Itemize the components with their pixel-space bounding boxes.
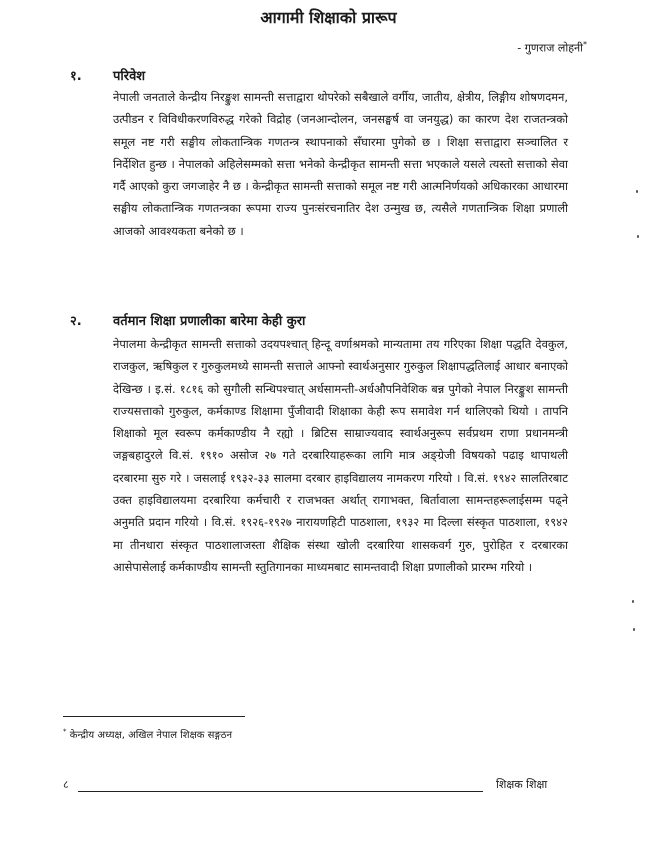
section-2-number: २. — [70, 314, 82, 329]
running-title: शिक्षक शिक्षा — [496, 778, 548, 791]
section-1-paragraph: नेपाली जनताले केन्द्रीय निरङ्कुश सामन्ती सत्ताद्वारा थोपरेको सबैखाले वर्गीय, जातीय, क्षेत्रीय, लिङ्गीय शोषणदमन, उत्पीडन र विविधीकरणविरुद्ध गरेको विद्रोह (जनआन्दोलन, जनसङ्घर्ष वा जनयुद्ध) का कारण देश राजतन्त्रको समूल नष्ट गरी सङ्घीय लोकतान्त्रिक गणतन्त्र स्थापनाको सँघारमा पुगेको छ । शिक्षा सत्ताद्वारा सञ्चालित र निर्देशित हुन्छ । नेपालको अहिलेसम्मको सत्ता भनेको केन्द्रीकृत सामन्ती सत्ता भएकाले यसले त्यस्तो सत्ताको सेवा गर्दै आएको कुरा जगजाहेर नै छ । केन्द्रीकृत सामन्ती सत्ताको समूल नष्ट गरी आत्मनिर्णयको अधिकारका आधारमा सङ्घीय लोकतान्त्रिक गणतन्त्रका रूपमा राज्य पुनःसंरचनातिर देश उन्मुख छ, त्यसैले गणतान्त्रिक शिक्षा प्रणाली आजको आवश्यकता बनेको छ । — [113, 90, 568, 238]
section-1-number: १. — [70, 69, 82, 84]
section-1-heading: परिवेश — [113, 69, 146, 84]
page-number: ८ — [63, 778, 69, 791]
article-title: आगामी शिक्षाको प्रारूप — [260, 8, 397, 27]
footer-rule — [78, 791, 483, 792]
footnote-separator — [63, 716, 245, 717]
scan-speck — [632, 600, 634, 603]
section-2-heading: वर्तमान शिक्षा प्रणालीका बारेमा केही कुरा — [113, 314, 306, 329]
scan-speck — [633, 628, 635, 631]
author-name: - गुणराज लोहनी — [517, 41, 583, 55]
scan-speck — [637, 235, 639, 238]
author-byline — [517, 40, 587, 56]
footnote — [63, 727, 232, 741]
scan-speck — [636, 190, 638, 193]
section-2-paragraph: नेपालमा केन्द्रीकृत सामन्ती सत्ताको उदयपश्चात् हिन्दू वर्णाश्रमको मान्यतामा तय गरिएका शिक्षा पद्धति देवकुल, राजकुल, ऋषिकुल र गुरुकुलमध्ये सामन्ती सत्ताले आफ्नो स्वार्थअनुसार गुरुकुल शिक्षापद्धतिलाई आधार बनाएको देखिन्छ । इ.सं. १८१६ को सुगौली सन्धिपश्चात् अर्धसामन्ती-अर्धऔपनिवेशिक बन्न पुगेको नेपाल निरङ्कुश सामन्ती राज्यसत्ताको गुरुकुल, कर्मकाण्ड शिक्षामा पुँजीवादी शिक्षाका केही रूप समावेश गर्न थालिएको थियो । तापनि शिक्षाको मूल स्वरूप कर्मकाण्डीय नै रह्यो । ब्रिटिस साम्राज्यवाद स्वार्थअनुरूप सर्वप्रथम राणा प्रधानमन्त्री जङ्गबहादुरले वि.सं. १९१० असोज २७ गते दरबारियाहरूका लागि मात्र अङ्ग्रेजी विषयको पढाइ थापाथली दरबारमा सुरु गरे । जसलाई १९३२-३३ सालमा दरबार हाइविद्यालय नामकरण गरियो । वि.सं. १९४२ सालतिरबाट उक्त हाइविद्यालयमा दरबारिया कर्मचारी र राजभक्त अर्थात् रागाभक्त, बिर्तावाला सामन्तहरूलाईसम्म पढ्ने अनुमति प्रदान गरियो । वि.सं. १९२६-१९२७ नारायणहिटी पाठशाला, १९३२ मा दिल्ला संस्कृत पाठशाला, १९४२ मा तीनधारा संस्कृत पाठशालाजस्ता शैक्षिक संस्था खोली दरबारिया शासकवर्ग गुरु, पुरोहित र दरबारका आसेपासेलाई कर्मकाण्डीय सामन्ती स्तुतिगानका माध्यमबाट सामन्तवादी शिक्षा प्रणालीको प्रारम्भ गरियो । — [113, 337, 568, 574]
author-footnote-mark: * — [583, 40, 587, 49]
footnote-mark: * — [63, 727, 67, 736]
footnote-text: केन्द्रीय अध्यक्ष, अखिल नेपाल शिक्षक सङ्गठन — [69, 730, 233, 741]
